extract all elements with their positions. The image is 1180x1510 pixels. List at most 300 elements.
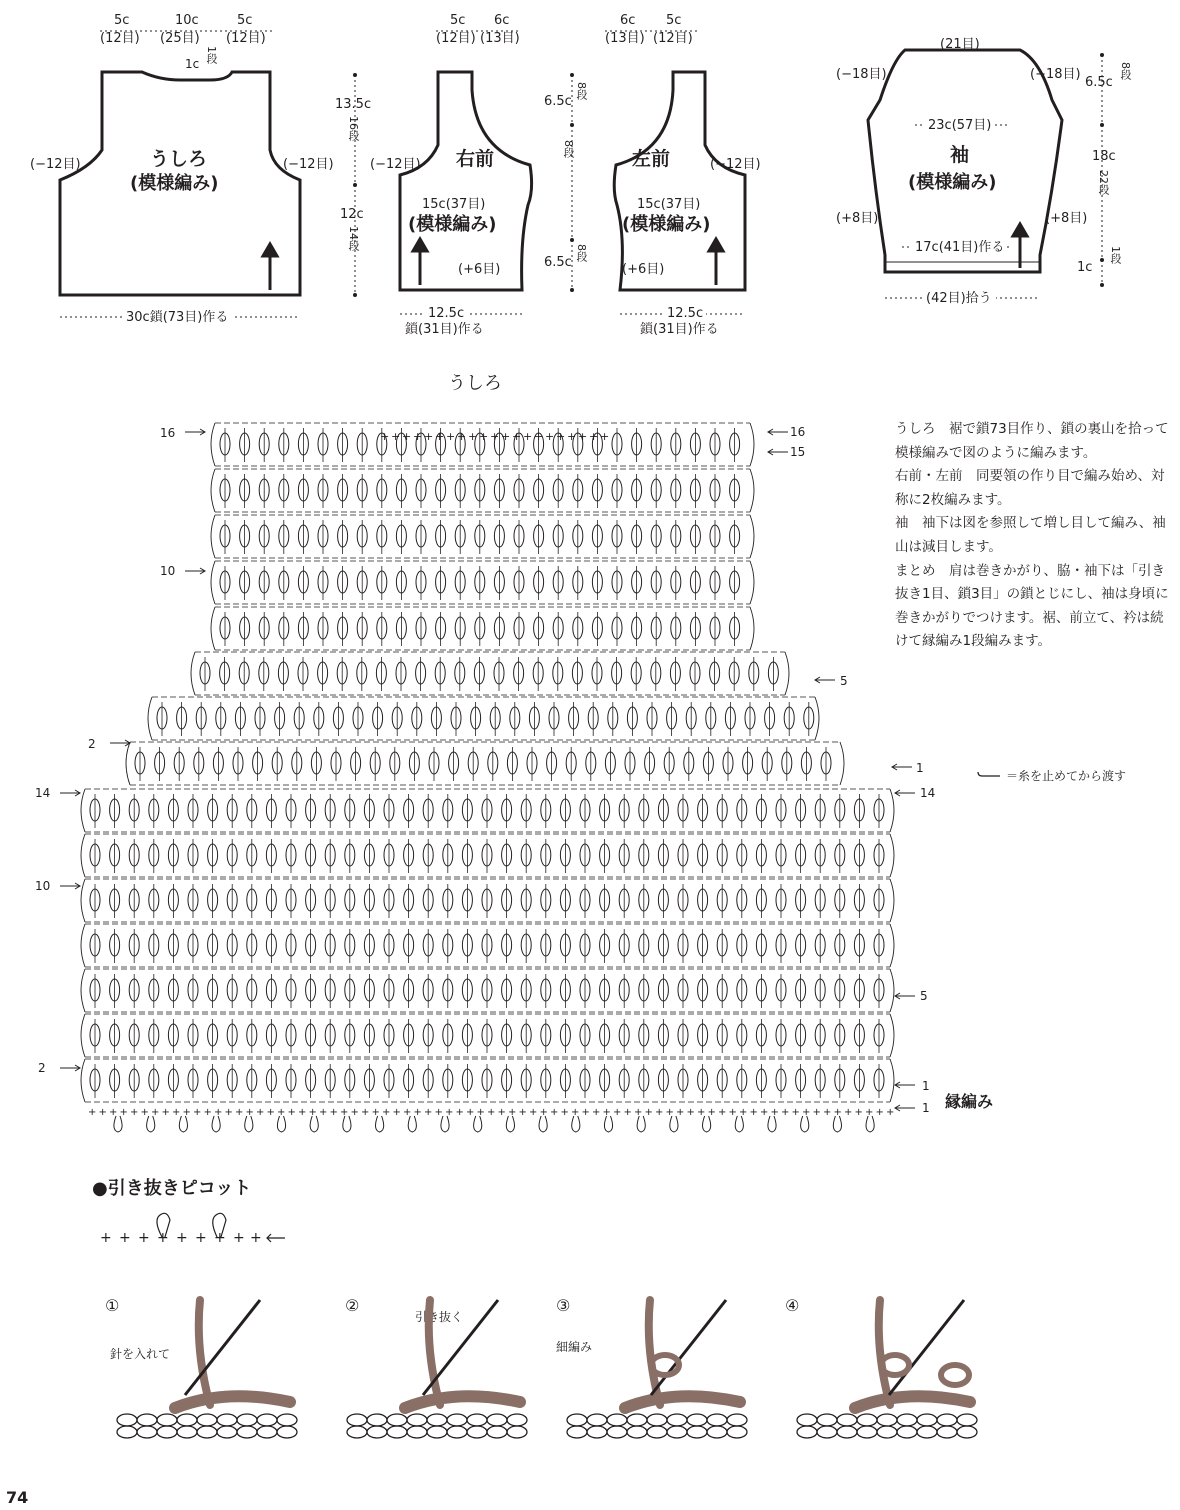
edging-picot xyxy=(801,1116,809,1132)
fabric-loop xyxy=(407,1414,427,1426)
edging-sc-mark: + xyxy=(392,1107,401,1118)
body-row-5-turn-left xyxy=(81,1014,85,1057)
rf-height-bottom: 6.5c xyxy=(544,255,572,270)
edging-picot xyxy=(408,1116,416,1132)
fabric-loop xyxy=(407,1426,427,1438)
row-label-left-10-upper: 10 xyxy=(160,564,176,578)
edging-sc-mark: + xyxy=(686,1107,695,1118)
neck-sc-mark: + xyxy=(413,430,423,443)
fabric-loop xyxy=(427,1414,447,1426)
fabric-loop xyxy=(877,1414,897,1426)
edging-picot xyxy=(670,1116,678,1132)
back-stitches-neck: (25目) xyxy=(160,31,200,46)
edging-picot xyxy=(604,1116,612,1132)
back-side-dec-right: (−12目) xyxy=(283,157,334,172)
neck-sc-mark: + xyxy=(556,430,566,443)
picot-loop xyxy=(941,1365,969,1385)
rf-width-1: 5c xyxy=(450,13,466,28)
lf-bottom-chain: 鎖(31目)作る xyxy=(640,322,719,337)
edging-picot xyxy=(441,1116,449,1132)
fabric-loop xyxy=(897,1426,917,1438)
svg-text:+: + xyxy=(176,1230,188,1246)
edging-sc-mark: + xyxy=(455,1107,464,1118)
fabric-loop xyxy=(687,1426,707,1438)
crochet-hook-icon xyxy=(889,1300,964,1395)
fabric-loop xyxy=(587,1414,607,1426)
neck-sc-mark: + xyxy=(435,430,445,443)
fabric-loop xyxy=(157,1426,177,1438)
working-row xyxy=(175,1396,290,1408)
edging-sc-mark: + xyxy=(182,1107,191,1118)
fabric-loop xyxy=(667,1414,687,1426)
edging-sc-mark: + xyxy=(571,1107,580,1118)
svg-text:+: + xyxy=(214,1230,226,1246)
edging-sc-mark: + xyxy=(98,1107,107,1118)
edging-sc-mark: + xyxy=(634,1107,643,1118)
yoke-row-2-turn-left xyxy=(211,515,215,558)
edging-sc-mark: + xyxy=(718,1107,727,1118)
edging-sc-mark: + xyxy=(256,1107,265,1118)
edging-sc-mark: + xyxy=(623,1107,632,1118)
fabric-loop xyxy=(197,1426,217,1438)
edging-sc-mark: + xyxy=(361,1107,370,1118)
body-row-2-turn-left xyxy=(81,879,85,922)
rf-chest: 15c(37目) xyxy=(422,197,486,212)
fabric-loop xyxy=(217,1426,237,1438)
edging-label: 縁編み xyxy=(945,1092,994,1111)
svg-text:+: + xyxy=(250,1230,262,1246)
edging-sc-mark: + xyxy=(644,1107,653,1118)
fabric-loop xyxy=(607,1426,627,1438)
step-2-number: ② xyxy=(345,1296,360,1315)
rf-inc: (+6目) xyxy=(458,262,501,277)
rf-height-top: 6.5c xyxy=(544,94,572,109)
fabric-loop xyxy=(687,1414,707,1426)
lf-side-dec: (−12目) xyxy=(710,157,761,172)
edging-sc-mark: + xyxy=(487,1107,496,1118)
edging-sc-mark: + xyxy=(193,1107,202,1118)
row-label-left-10: 10 xyxy=(35,879,51,893)
edging-sc-mark: + xyxy=(476,1107,485,1118)
sleeve-body-rows: 22段 xyxy=(1097,170,1110,195)
edging-sc-mark: + xyxy=(781,1107,790,1118)
instruction-back: うしろ 裾で鎖73目作り、鎖の裏山を拾って模様編みで図のように編みます。 xyxy=(895,421,1169,461)
row-label-right-5: 5 xyxy=(920,989,928,1003)
lf-bottom-width: 12.5c xyxy=(664,307,706,320)
edging-picot xyxy=(703,1116,711,1132)
svg-text:+: + xyxy=(157,1230,169,1246)
sleeve-cap-height: 6.5c xyxy=(1085,75,1113,90)
sleeve-edge-height: 1c xyxy=(1077,260,1093,275)
armhole-row-1-turn-right xyxy=(815,697,819,740)
armhole-row-2-turn-right xyxy=(840,742,844,785)
yoke-row-0-turn-left xyxy=(211,423,215,466)
yoke-row-3-turn-left xyxy=(211,561,215,604)
fabric-loop xyxy=(647,1426,667,1438)
svg-text:+: + xyxy=(119,1230,131,1246)
yoke-row-0-turn-right xyxy=(750,423,754,466)
yoke-row-4-turn-right xyxy=(750,607,754,650)
neck-sc-mark: + xyxy=(424,430,434,443)
lf-title: 左前 xyxy=(632,148,671,170)
sleeve-cuff-width: 17c(41目)作る xyxy=(912,241,1007,254)
sleeve-cap-rows: 8段 xyxy=(1119,62,1132,80)
back-stitches-right: (12目) xyxy=(226,31,266,46)
fabric-loop xyxy=(957,1426,977,1438)
fabric-loop xyxy=(727,1414,747,1426)
rf-rows-top: 8段 xyxy=(575,82,588,100)
neck-sc-mark: + xyxy=(380,430,390,443)
neck-sc-mark: + xyxy=(534,430,544,443)
edging-picot xyxy=(179,1116,187,1132)
edging-sc-mark: + xyxy=(350,1107,359,1118)
edging-sc-mark: + xyxy=(287,1107,296,1118)
rf-side-dec: (−12目) xyxy=(370,157,421,172)
edging-sc-mark: + xyxy=(802,1107,811,1118)
step-1-number: ① xyxy=(105,1296,120,1315)
row-label-right-15: 15 xyxy=(790,445,806,459)
fabric-loop xyxy=(917,1426,937,1438)
step-4-number: ④ xyxy=(785,1296,800,1315)
step-2-label: 引き抜く xyxy=(415,1310,464,1324)
schematic-shapes xyxy=(0,0,1180,340)
back-height-lower: 12c xyxy=(340,207,364,222)
edging-picot xyxy=(212,1116,220,1132)
edging-sc-mark: + xyxy=(655,1107,664,1118)
rf-bottom-chain: 鎖(31目)作る xyxy=(405,322,484,337)
step-3-number: ③ xyxy=(556,1296,571,1315)
rf-rows-mid: 8段 xyxy=(562,140,575,158)
fabric-loop xyxy=(837,1426,857,1438)
back-neck-depth: 1c xyxy=(185,57,200,71)
lf-stitches-2: (12目) xyxy=(653,31,693,46)
neck-sc-mark: + xyxy=(402,430,412,443)
fabric-loop xyxy=(937,1426,957,1438)
neck-sc-mark: + xyxy=(567,430,577,443)
edging-sc-mark: + xyxy=(245,1107,254,1118)
edging-sc-mark: + xyxy=(403,1107,412,1118)
edging-sc-mark: + xyxy=(739,1107,748,1118)
edging-sc-mark: + xyxy=(844,1107,853,1118)
edging-sc-mark: + xyxy=(151,1107,160,1118)
body-row-6-turn-right xyxy=(890,1059,894,1102)
body-row-5-turn-right xyxy=(890,1014,894,1057)
fabric-loop xyxy=(347,1414,367,1426)
back-title: うしろ xyxy=(150,148,208,170)
edging-picot xyxy=(637,1116,645,1132)
edging-sc-mark: + xyxy=(140,1107,149,1118)
row-label-left-2-upper: 2 xyxy=(88,737,96,751)
edging-picot xyxy=(310,1116,318,1132)
edging-sc-mark: + xyxy=(130,1107,139,1118)
row-label-right-1-edge: 1 xyxy=(922,1101,930,1115)
lf-width-1: 6c xyxy=(620,13,636,28)
back-neck-rows: 1段 xyxy=(205,46,218,64)
body-row-4-turn-left xyxy=(81,969,85,1012)
fabric-loop xyxy=(797,1414,817,1426)
rf-pattern: (模様編み) xyxy=(408,214,497,235)
row-label-right-14: 14 xyxy=(920,786,936,800)
back-width-right: 5c xyxy=(237,13,253,28)
armhole-row-0-turn-right xyxy=(785,652,789,695)
rf-bottom-width: 12.5c xyxy=(425,307,467,320)
edging-sc-mark: + xyxy=(592,1107,601,1118)
row-label-right-5-upper: 5 xyxy=(840,674,848,688)
row-label-right-1: 1 xyxy=(922,1079,930,1093)
edging-sc-mark: + xyxy=(224,1107,233,1118)
fabric-loop xyxy=(257,1426,277,1438)
fabric-loop xyxy=(387,1426,407,1438)
fabric-loop xyxy=(877,1426,897,1438)
edging-sc-mark: + xyxy=(203,1107,212,1118)
body-row-2-turn-right xyxy=(890,879,894,922)
fabric-loop xyxy=(467,1426,487,1438)
sleeve-cap-dec-left: (−18目) xyxy=(836,67,887,82)
fabric-loop xyxy=(957,1414,977,1426)
edging-sc-mark: + xyxy=(119,1107,128,1118)
fabric-loop xyxy=(837,1414,857,1426)
sleeve-cap-dec-right: (−18目) xyxy=(1030,67,1081,82)
fabric-loop xyxy=(117,1414,137,1426)
neck-sc-mark: + xyxy=(523,430,533,443)
row-label-left-16: 16 xyxy=(160,426,176,440)
fabric-loop xyxy=(427,1426,447,1438)
fabric-loop xyxy=(727,1426,747,1438)
edging-sc-mark: + xyxy=(277,1107,286,1118)
edging-sc-mark: + xyxy=(760,1107,769,1118)
edging-picot xyxy=(735,1116,743,1132)
edging-sc-mark: + xyxy=(424,1107,433,1118)
fabric-loop xyxy=(347,1426,367,1438)
edging-picot xyxy=(245,1116,253,1132)
fabric-loop xyxy=(817,1414,837,1426)
edging-sc-mark: + xyxy=(298,1107,307,1118)
back-stitches-left: (12目) xyxy=(100,31,140,46)
picot-title: ●引き抜きピコット xyxy=(92,1178,252,1199)
fabric-loop xyxy=(707,1426,727,1438)
fabric-loop xyxy=(857,1414,877,1426)
fabric-loop xyxy=(487,1426,507,1438)
left-front-outline xyxy=(614,72,745,290)
edging-sc-mark: + xyxy=(371,1107,380,1118)
back-rows-lower: 14段 xyxy=(347,226,360,251)
back-height-upper: 13.5c xyxy=(335,97,372,112)
fabric-loop xyxy=(197,1414,217,1426)
edging-sc-mark: + xyxy=(172,1107,181,1118)
sleeve-inc-right: (+8目) xyxy=(1045,211,1088,226)
picot-illustrations xyxy=(100,1290,1060,1460)
sleeve-pattern: (模様編み) xyxy=(908,172,997,193)
back-side-dec-left: (−12目) xyxy=(30,157,81,172)
sleeve-top: (21目) xyxy=(940,37,980,52)
yarn-strand xyxy=(879,1300,890,1405)
edging-sc-mark: + xyxy=(445,1107,454,1118)
lf-width-2: 5c xyxy=(666,13,682,28)
svg-text:+: + xyxy=(195,1230,207,1246)
edging-picot xyxy=(376,1116,384,1132)
edging-sc-mark: + xyxy=(340,1107,349,1118)
fabric-loop xyxy=(177,1414,197,1426)
yoke-row-1-turn-right xyxy=(750,469,754,512)
edging-picot xyxy=(474,1116,482,1132)
lf-inc: (+6目) xyxy=(622,262,665,277)
fabric-loop xyxy=(277,1426,297,1438)
svg-text:+: + xyxy=(100,1230,112,1246)
working-row xyxy=(405,1396,520,1408)
body-row-3-turn-right xyxy=(890,924,894,967)
step-1-label: 針を入れて xyxy=(110,1347,171,1361)
edging-sc-mark: + xyxy=(791,1107,800,1118)
picot-symbol-chart xyxy=(95,1210,295,1250)
edging-sc-mark: + xyxy=(550,1107,559,1118)
edging-sc-mark: + xyxy=(812,1107,821,1118)
neck-sc-mark: + xyxy=(512,430,522,443)
fabric-loop xyxy=(217,1414,237,1426)
back-width-left: 5c xyxy=(114,13,130,28)
fabric-loop xyxy=(627,1414,647,1426)
sleeve-upper-width: 23c(57目) xyxy=(925,119,994,132)
edging-sc-mark: + xyxy=(88,1107,97,1118)
edging-sc-mark: + xyxy=(382,1107,391,1118)
body-row-1-turn-right xyxy=(890,834,894,877)
edging-picot xyxy=(506,1116,514,1132)
edging-sc-mark: + xyxy=(676,1107,685,1118)
neck-sc-mark: + xyxy=(545,430,555,443)
legend-text: ＝糸を止めてから渡す xyxy=(1006,769,1127,783)
fabric-loop xyxy=(897,1414,917,1426)
edging-picot xyxy=(768,1116,776,1132)
crochet-hook-icon xyxy=(423,1300,498,1395)
edging-sc-mark: + xyxy=(329,1107,338,1118)
neck-sc-mark: + xyxy=(501,430,511,443)
edging-sc-mark: + xyxy=(413,1107,422,1118)
edging-picot xyxy=(277,1116,285,1132)
neck-sc-mark: + xyxy=(600,430,610,443)
edging-picot xyxy=(833,1116,841,1132)
sleeve-title: 袖 xyxy=(950,144,970,166)
fabric-loop xyxy=(157,1414,177,1426)
edging-picot xyxy=(147,1116,155,1132)
back-pattern: (模様編み) xyxy=(130,173,219,194)
yarn-strand xyxy=(429,1300,440,1405)
edging-sc-mark: + xyxy=(697,1107,706,1118)
body-row-6-turn-left xyxy=(81,1059,85,1102)
fabric-loop xyxy=(487,1414,507,1426)
instructions xyxy=(895,418,1173,654)
edging-sc-mark: + xyxy=(833,1107,842,1118)
fabric-loop xyxy=(857,1426,877,1438)
edging-sc-mark: + xyxy=(770,1107,779,1118)
lf-pattern: (模様編み) xyxy=(622,214,711,235)
fabric-loop xyxy=(367,1414,387,1426)
neck-sc-mark: + xyxy=(578,430,588,443)
neck-sc-mark: + xyxy=(490,430,500,443)
edging-sc-mark: + xyxy=(613,1107,622,1118)
fabric-loop xyxy=(667,1426,687,1438)
fabric-loop xyxy=(367,1426,387,1438)
neck-sc-mark: + xyxy=(391,430,401,443)
armhole-row-0-turn-left xyxy=(191,652,195,695)
edging-picot xyxy=(539,1116,547,1132)
row-label-right-16: 16 xyxy=(790,425,806,439)
neck-sc-mark: + xyxy=(468,430,478,443)
edging-sc-mark: + xyxy=(235,1107,244,1118)
edging-sc-mark: + xyxy=(581,1107,590,1118)
back-bottom: 30c鎖(73目)作る xyxy=(122,311,232,324)
sleeve-inc-left: (+8目) xyxy=(836,211,879,226)
edging-sc-mark: + xyxy=(665,1107,674,1118)
edging-picot xyxy=(572,1116,580,1132)
instruction-sleeves: 袖 袖下は図を参照して増し目して編み、袖山は減目します。 xyxy=(895,515,1166,555)
edging-sc-mark: + xyxy=(161,1107,170,1118)
svg-text:+: + xyxy=(138,1230,150,1246)
fabric-loop xyxy=(467,1414,487,1426)
fabric-loop xyxy=(387,1414,407,1426)
svg-text:+: + xyxy=(233,1230,245,1246)
fabric-loop xyxy=(177,1426,197,1438)
edging-picot xyxy=(114,1116,122,1132)
instruction-finishing: まとめ 肩は巻きかがり、脇・袖下は「引き抜き1目、鎖3目」の鎖とじにし、袖は身頃に巻きかがりでつけます。裾、前立て、衿は続けて縁編み1段編みます。 xyxy=(895,562,1169,650)
edging-sc-mark: + xyxy=(466,1107,475,1118)
edging-sc-mark: + xyxy=(109,1107,118,1118)
rf-width-2: 6c xyxy=(494,13,510,28)
edging-sc-mark: + xyxy=(539,1107,548,1118)
fabric-loop xyxy=(587,1426,607,1438)
edging-sc-mark: + xyxy=(214,1107,223,1118)
rf-stitches-1: (12目) xyxy=(436,31,476,46)
page-number: 74 xyxy=(6,1488,29,1507)
crochet-hook-icon xyxy=(651,1300,726,1395)
row-label-left-14: 14 xyxy=(35,786,51,800)
fabric-loop xyxy=(627,1426,647,1438)
yarn-cut-symbol-icon xyxy=(976,768,1002,782)
fabric-loop xyxy=(937,1414,957,1426)
step-3-label: 細編み xyxy=(556,1340,593,1354)
neck-sc-mark: + xyxy=(589,430,599,443)
edging-sc-mark: + xyxy=(854,1107,863,1118)
fabric-loop xyxy=(257,1414,277,1426)
edging-picot xyxy=(866,1116,874,1132)
yoke-row-2-turn-right xyxy=(750,515,754,558)
fabric-loop xyxy=(567,1426,587,1438)
sleeve-pickup: (42目)拾う xyxy=(922,292,996,305)
fabric-loop xyxy=(277,1414,297,1426)
body-row-1-turn-left xyxy=(81,834,85,877)
sleeve-edge-rows: 1段 xyxy=(1109,246,1122,264)
working-row xyxy=(625,1396,740,1408)
yoke-row-3-turn-right xyxy=(750,561,754,604)
edging-sc-mark: + xyxy=(865,1107,874,1118)
edging-sc-mark: + xyxy=(707,1107,716,1118)
edging-sc-mark: + xyxy=(518,1107,527,1118)
neck-sc-mark: + xyxy=(479,430,489,443)
neck-sc-mark: + xyxy=(446,430,456,443)
rf-stitches-2: (13目) xyxy=(480,31,520,46)
yoke-row-4-turn-left xyxy=(211,607,215,650)
edging-sc-mark: + xyxy=(749,1107,758,1118)
fabric-loop xyxy=(507,1414,527,1426)
fabric-loop xyxy=(607,1414,627,1426)
working-row xyxy=(855,1396,970,1408)
fabric-loop xyxy=(237,1414,257,1426)
fabric-loop xyxy=(647,1414,667,1426)
body-row-4-turn-right xyxy=(890,969,894,1012)
armhole-row-2-turn-left xyxy=(126,742,130,785)
armhole-row-1-turn-left xyxy=(148,697,152,740)
fabric-loop xyxy=(707,1414,727,1426)
fabric-loop xyxy=(817,1426,837,1438)
fabric-loop xyxy=(447,1426,467,1438)
